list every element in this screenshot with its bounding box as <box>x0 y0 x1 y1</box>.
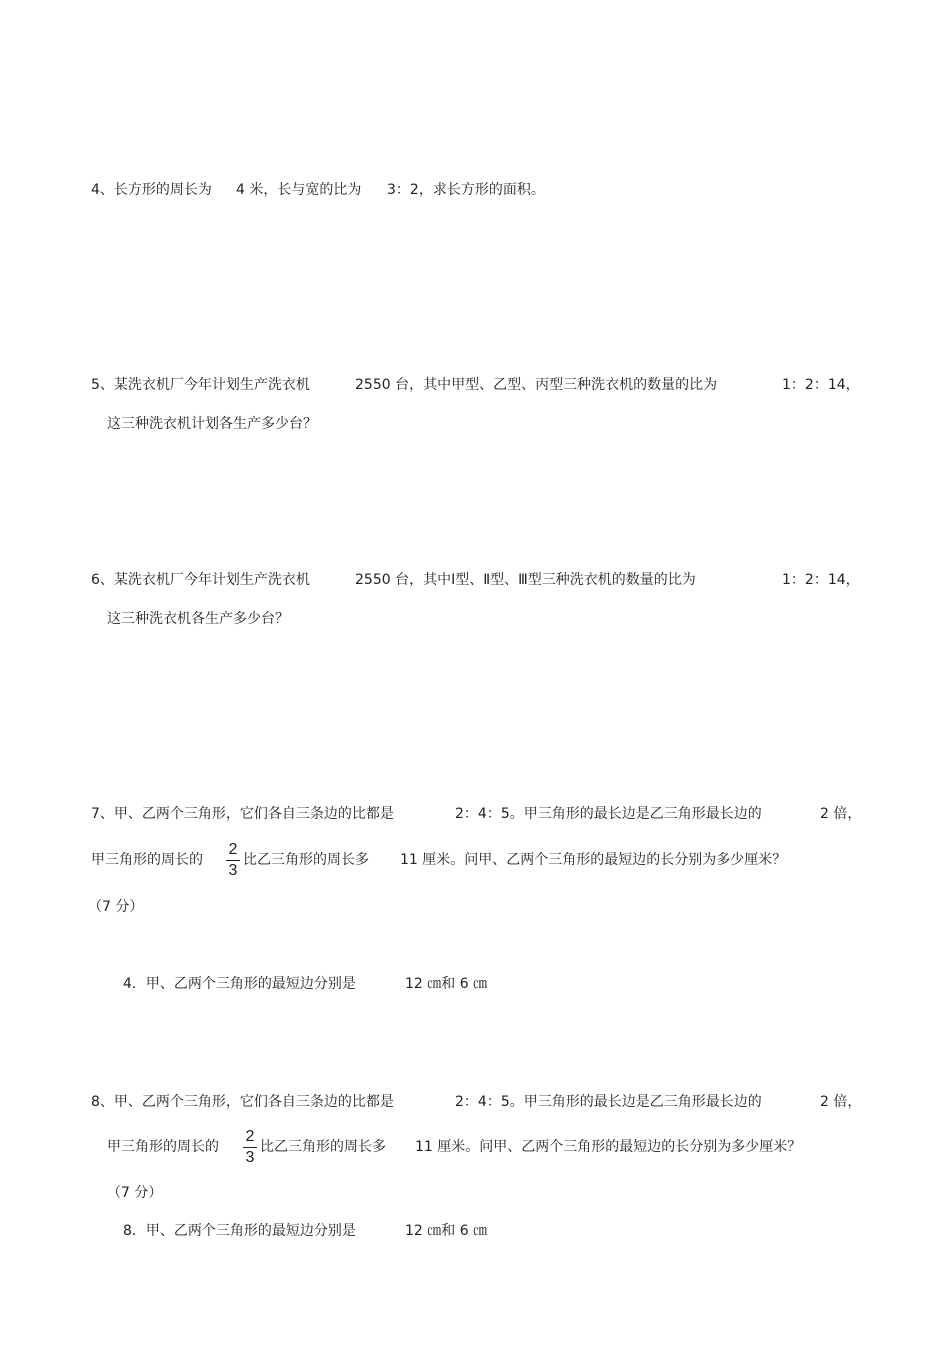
q8-answer-a: 8．甲、乙两个三角形的最短边分别是 <box>123 1223 356 1239</box>
q8-fraction <box>243 1128 257 1167</box>
q8-line2-c: 11 厘米。问甲、乙两个三角形的最短边的长分别为多少厘米？ <box>415 1139 802 1155</box>
q5-line2: 这三种洗衣机计划各生产多少台？ <box>107 416 317 432</box>
q7-answer-b: 12 ㎝和 6 ㎝ <box>405 976 488 992</box>
q5-line1-b: 2550 台，其中甲型、乙型、丙型三种洗衣机的数量的比为 <box>355 377 718 393</box>
q7-line2-a: 甲三角形的周长的 <box>91 852 203 868</box>
q8-line1-c: 2 倍， <box>820 1094 862 1110</box>
q8-fraction-bar <box>243 1147 257 1148</box>
q7-fraction-numerator: 2 <box>228 841 238 858</box>
q7-fraction-denominator: 3 <box>228 862 238 879</box>
q7-line1-b: 2：4：5。甲三角形的最长边是乙三角形最长边的 <box>455 806 762 822</box>
q8-score: （7 分） <box>107 1185 163 1201</box>
q7-line2-c: 11 厘米。问甲、乙两个三角形的最短边的长分别为多少厘米？ <box>400 852 787 868</box>
q5-line1-a: 5、某洗衣机厂今年计划生产洗衣机 <box>91 377 310 393</box>
q7-fraction-bar <box>226 860 240 861</box>
q8-line1-b: 2：4：5。甲三角形的最长边是乙三角形最长边的 <box>455 1094 762 1110</box>
q6-line1-c: 1：2：14， <box>782 572 860 588</box>
q8-line2-b: 比乙三角形的周长多 <box>260 1139 386 1155</box>
q7-line2-b: 比乙三角形的周长多 <box>243 852 369 868</box>
q6-line2: 这三种洗衣机各生产多少台？ <box>107 611 289 627</box>
q5-line1-c: 1：2：14， <box>782 377 860 393</box>
q6-line1-a: 6、某洗衣机厂今年计划生产洗衣机 <box>91 572 310 588</box>
q6-line1-b: 2550 台，其中Ⅰ型、Ⅱ型、Ⅲ型三种洗衣机的数量的比为 <box>355 572 696 588</box>
q7-line1-a: 7、甲、乙两个三角形，它们各自三条边的比都是 <box>91 806 394 822</box>
q8-line1-a: 8、甲、乙两个三角形，它们各自三条边的比都是 <box>91 1094 394 1110</box>
q4-line1-b: 4 米，长与宽的比为 <box>236 182 362 198</box>
q7-line1-c: 2 倍， <box>820 806 862 822</box>
q4-line1-a: 4、长方形的周长为 <box>91 182 212 198</box>
q8-fraction-denominator: 3 <box>245 1149 255 1166</box>
q7-score: （7 分） <box>88 899 144 915</box>
q8-answer-b: 12 ㎝和 6 ㎝ <box>405 1223 488 1239</box>
q8-line2-a: 甲三角形的周长的 <box>107 1139 219 1155</box>
q4-line1-c: 3：2，求长方形的面积。 <box>387 182 545 198</box>
q7-fraction <box>226 841 240 880</box>
q7-answer-a: 4．甲、乙两个三角形的最短边分别是 <box>123 976 356 992</box>
q8-fraction-numerator: 2 <box>245 1128 255 1145</box>
